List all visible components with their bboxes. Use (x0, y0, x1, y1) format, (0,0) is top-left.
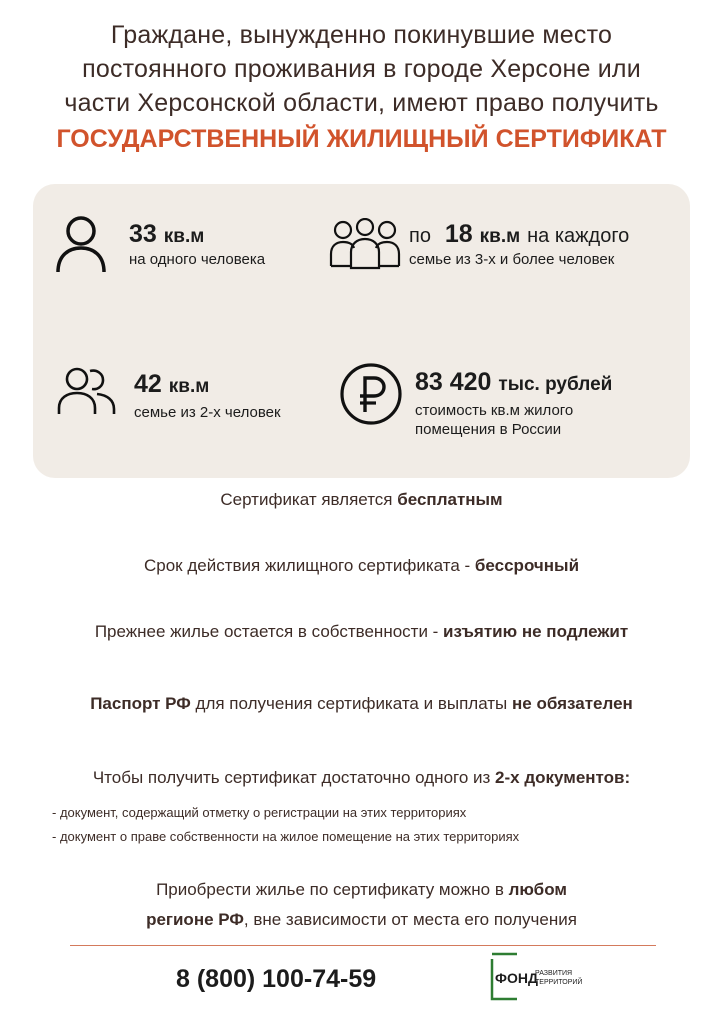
stat-price-unit: тыс. рублей (498, 374, 613, 395)
info-term: Срок действия жилищного сертификата - бессрочный (143, 556, 580, 575)
fund-logo (489, 951, 584, 1003)
certificate-title: ГОСУДАРСТВЕННЫЙ ЖИЛИЩНЫЙ СЕРТИФИКАТ (56, 125, 667, 153)
stat-single-unit: кв.м (163, 226, 205, 247)
info-buy-line-1: Приобрести жилье по сертификату можно в любом (156, 880, 567, 899)
info-docs: Чтобы получить сертификат достаточно одного из 2-х документов: (92, 768, 631, 787)
stat-family3-prefix: по (409, 225, 431, 247)
two-people-icon (57, 366, 117, 416)
logo-main-text: ФОНД (495, 970, 538, 986)
stat-family2-value: 42 (134, 370, 162, 398)
info-property: Прежнее жилье остается в собственности - изъятию не подлежит (94, 622, 629, 641)
hotline-phone[interactable]: 8 (800) 100-74-59 (176, 965, 377, 993)
doc-item-1: - документ, содержащий отметку о регистрации на этих территориях (52, 805, 467, 820)
logo-sub-text-1: РАЗВИТИЯ (535, 970, 573, 977)
fund-logo-mark (489, 951, 584, 1003)
stat-family2 (134, 370, 281, 422)
stat-price-desc-2: помещения в России (415, 421, 562, 438)
header (0, 18, 723, 156)
stat-price-desc-1: стоимость кв.м жилого (415, 402, 574, 419)
stats-card (33, 184, 690, 478)
info-buy-line-2: регионе РФ, вне зависимости от места его получения (146, 910, 577, 929)
stat-single-value: 33 (129, 220, 157, 248)
group-icon (329, 218, 401, 270)
stat-family3-value: 18 (444, 220, 473, 248)
stat-family3-desc: семье из 3-х и более человек (409, 251, 615, 268)
ruble-icon (339, 362, 403, 426)
stat-family3-unit: кв.м (479, 226, 521, 247)
stat-single-desc: на одного человека (129, 251, 266, 268)
header-line-2: постоянного проживания в городе Херсоне или (82, 55, 641, 83)
stat-family2-desc: семье из 2-х человек (134, 404, 281, 421)
header-line-3: части Херсонской области, имеют право получить (64, 89, 659, 117)
stat-price-value: 83 420 (415, 368, 492, 396)
stat-price (415, 368, 612, 439)
stat-family3 (409, 220, 629, 269)
person-icon (55, 214, 107, 274)
doc-item-2: - документ о праве собственности на жилое помещение на этих территориях (52, 829, 520, 844)
stat-single (129, 220, 265, 269)
logo-sub-text-2: ТЕРРИТОРИЙ (535, 979, 583, 986)
info-free: Сертификат является бесплатным (220, 490, 503, 509)
footer-divider (70, 945, 656, 946)
header-line-1: Граждане, вынужденно покинувшие место (110, 21, 613, 49)
stat-family3-suffix: на каждого (527, 225, 630, 247)
info-passport: Паспорт РФ для получения сертификата и выплаты не обязателен (90, 694, 633, 713)
stat-family2-unit: кв.м (168, 376, 210, 397)
